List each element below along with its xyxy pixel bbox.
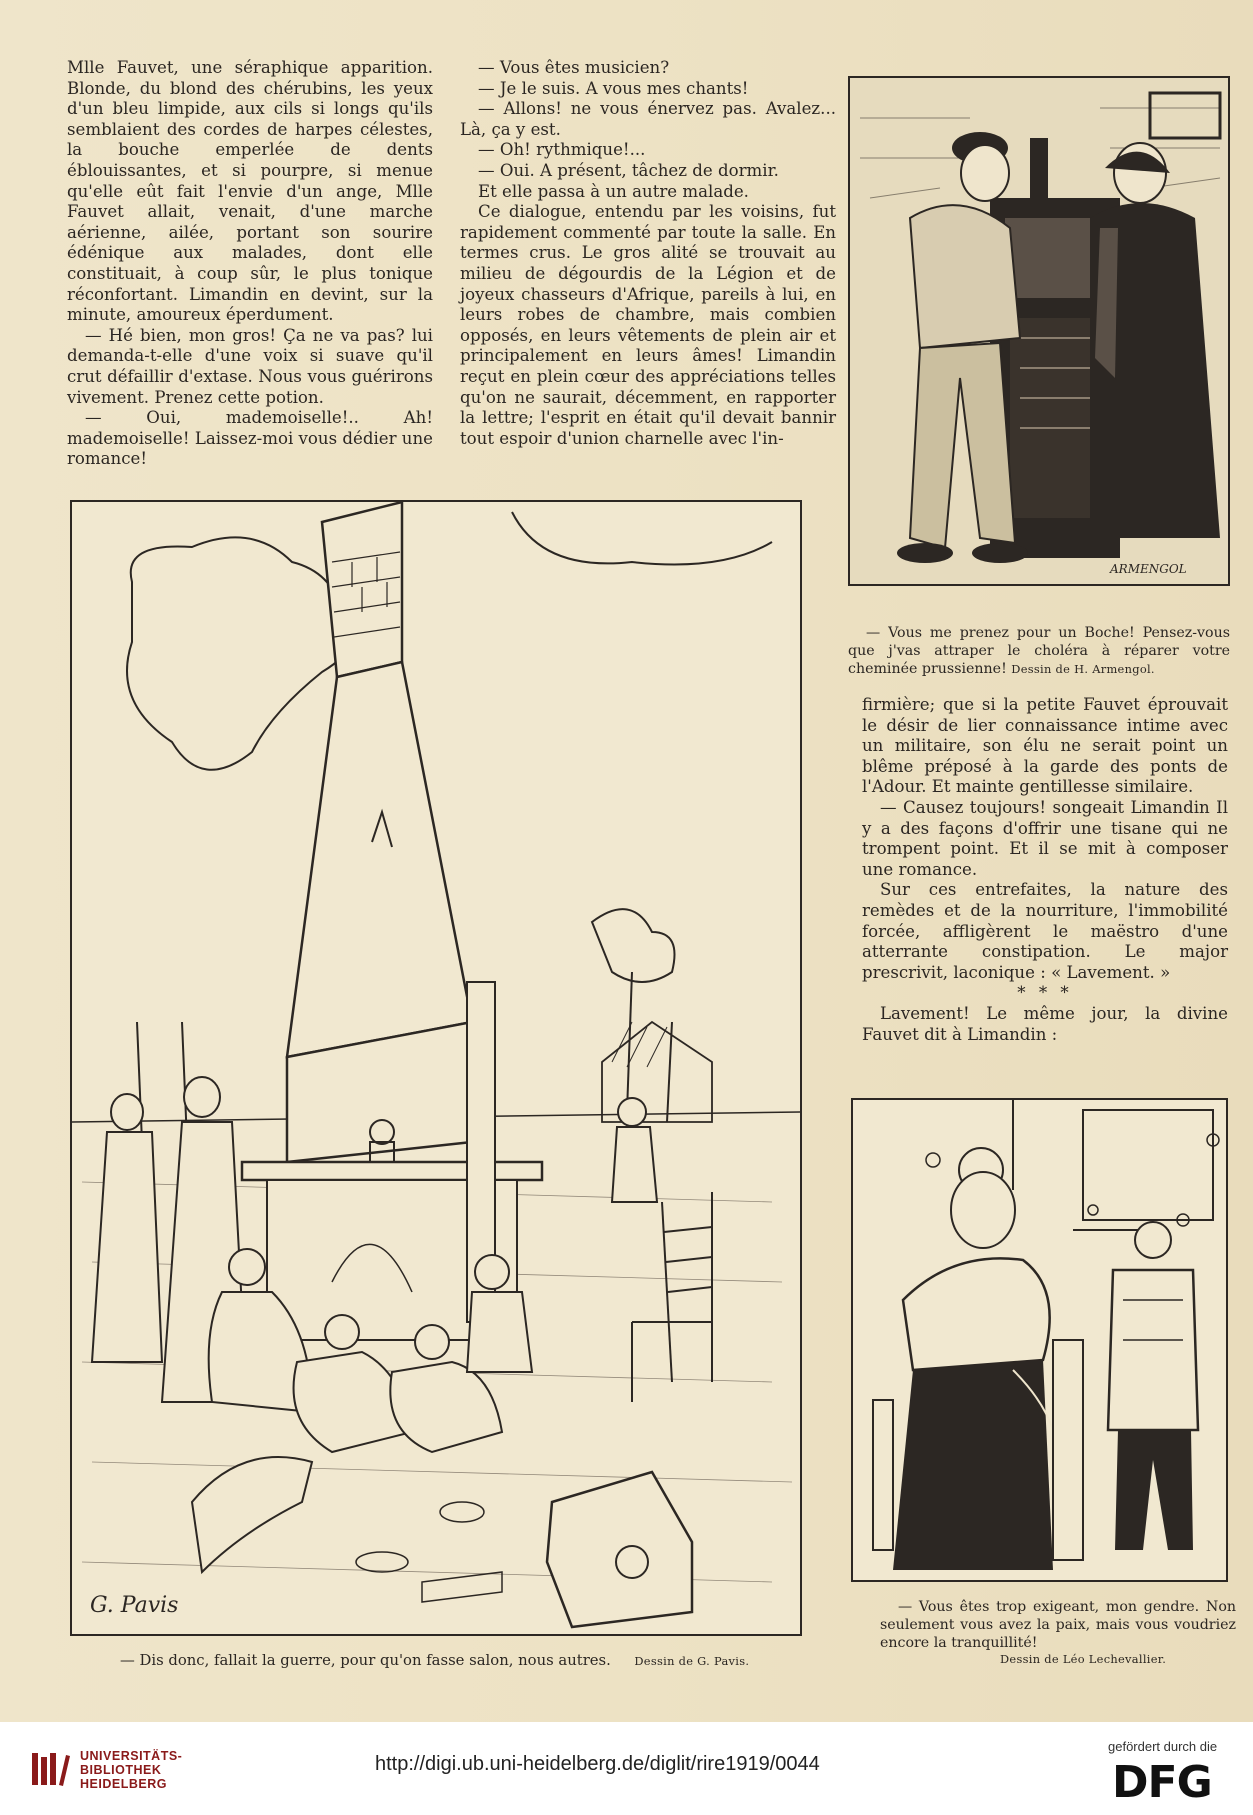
paragraph: Sur ces entrefaites, la nature des remèdes et de la nourriture, l'immobilité forcée, affligèrent le maëstro d'une atterrante constipation. Le major prescrivit, laconique : « Lavement. » [862, 880, 1228, 982]
footer-bar [0, 1722, 1253, 1815]
paragraph: — Oh! rythmique!... [478, 140, 646, 160]
artist-signature: ARMENGOL [1110, 562, 1187, 576]
dfg-logo: DFG [1112, 1757, 1212, 1808]
paragraph: Lavement! Le même jour, la divine Fauvet dit à Limandin : [862, 1003, 1228, 1044]
illustration-stove-repairman [848, 76, 1230, 586]
illustration-chimney-salon [70, 500, 802, 1636]
caption-credit: Dessin de G. Pavis. [634, 1654, 750, 1668]
library-name: UNIVERSITÄTS- BIBLIOTHEK HEIDELBERG [80, 1749, 183, 1791]
paragraph: — Oui. A présent, tâchez de dormir. [478, 160, 779, 180]
paragraph: — Allons! ne vous énervez pas. Avalez... Là, ça y est. [460, 99, 836, 139]
stove-repairman-drawing [850, 78, 1228, 584]
paragraph: Et elle passa à un autre malade. [478, 181, 749, 201]
illustration-son-in-law [851, 1098, 1228, 1582]
paragraph: — Hé bien, mon gros! Ça ne va pas? lui demanda-t-elle d'une voix si suave qu'il crut défaillir d'extase. Nous vous guérirons vivement. Prenez cette potion. [67, 325, 433, 407]
caption-credit: Dessin de Léo Lechevallier. [1000, 1652, 1167, 1666]
paragraph: Ce dialogue, entendu par les voisins, fut rapidement commenté par toute la salle. En termes crus. Le gros alité se trouvait au milieu de dégourdis de la Légion et de joyeux chasseurs d'Afrique, pareils à lui, en leurs robes de chambre, mais combien opposés, en leurs vêtements de plein air et principalement en leurs âmes! Limandin reçut en plein cœur des appréciations telles qu'on ne saurait, décemment, en rapporter la lettre; l'esprit en était qu'il devait bannir tout espoir d'union charnelle avec l'in- [460, 202, 836, 448]
text-column-1 [67, 58, 433, 470]
paragraph: firmière; que si la petite Fauvet éprouvait le désir de lier connaissance intime avec un militaire, son élu ne serait point un blême préposé à la garde des ponts de l'Adour. Et mainte gentillesse similaire. [862, 695, 1228, 797]
university-library-icon [30, 1749, 70, 1789]
paragraph: — Oui, mademoiselle!.. Ah! mademoiselle! Laissez-moi vous dédier une romance! [67, 408, 433, 469]
chimney-salon-drawing [72, 502, 800, 1634]
caption-text: — Vous me prenez pour un Boche! Pensez-vous que j'vas attraper le choléra à réparer votre cheminée prussienne! [848, 625, 1230, 677]
paragraph: — Je le suis. A vous mes chants! [478, 78, 749, 98]
paragraph: Mlle Fauvet, une séraphique apparition. Blonde, du blond des chérubins, les yeux d'un bleu limpide, aux cils si longs qu'ils semblaient des cordes de harpes célestes, la bouche emperlée de dents éblouissantes, et si pourpre, si menue qu'elle eût fait l'envie d'un ange, Mlle Fauvet allait, venait, d'une marche aérienne, ailée, portant son sourire édénique aux malades, dont elle constituait, à coup sûr, le plus tonique réconfortant. Limandin en devint, sur la minute, amoureux éperdument. [67, 58, 433, 325]
caption-credit: Dessin de H. Armengol. [1011, 662, 1155, 676]
caption-bottom [880, 1598, 1236, 1652]
caption-big [120, 1652, 820, 1670]
section-separator: * * * [1017, 983, 1073, 1003]
funded-by-label: gefördert durch die [1108, 1739, 1218, 1754]
source-url-link[interactable]: http://digi.ub.uni-heidelberg.de/diglit/rire1919/0044 [375, 1753, 820, 1775]
text-column-3 [862, 695, 1228, 1045]
paragraph: — Causez toujours! songeait Limandin Il y a des façons d'offrir une tisane qui ne trompent point. Et il se mit à composer une romance. [862, 797, 1228, 879]
artist-signature: G. Pavis [90, 1593, 179, 1618]
caption-top [848, 624, 1230, 678]
paragraph: — Vous êtes musicien? [478, 58, 670, 77]
son-in-law-drawing [853, 1100, 1226, 1580]
caption-text: — Vous êtes trop exigeant, mon gendre. Non seulement vous avez la paix, mais vous voudriez encore la tranquillité! [880, 1599, 1236, 1651]
text-column-2 [460, 58, 836, 449]
caption-text: — Dis donc, fallait la guerre, pour qu'on fasse salon, nous autres. [120, 1652, 611, 1669]
